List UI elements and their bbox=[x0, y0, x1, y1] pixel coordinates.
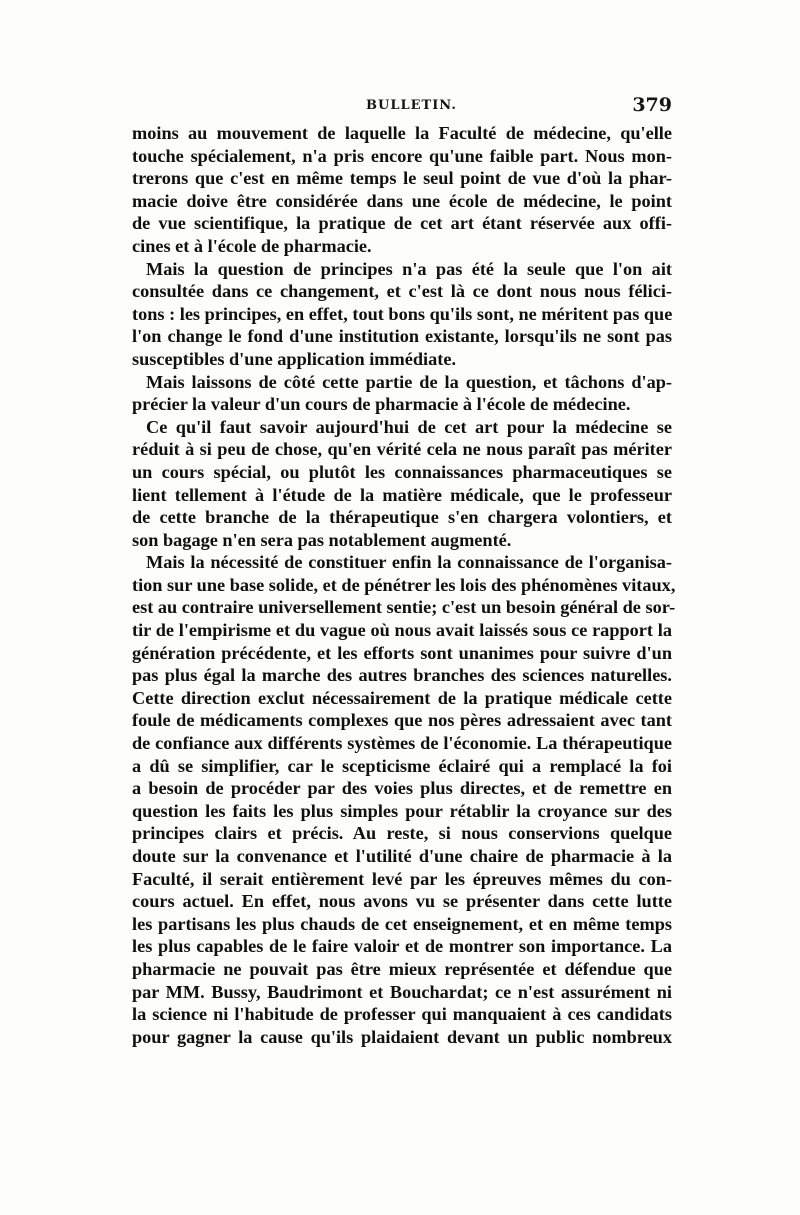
text-line: lient tellement à l'étude de la matière médicale, que le professeur bbox=[132, 484, 672, 505]
text-line: les partisans les plus chauds de cet enseignement, et en même temps bbox=[132, 913, 672, 934]
text-line: moins au mouvement de laquelle la Faculté de médecine, qu'elle bbox=[132, 123, 672, 143]
page-header bbox=[132, 94, 672, 118]
text-line: de confiance aux différents systèmes de l'économie. La thérapeutique bbox=[132, 733, 672, 754]
text-line: pour gagner la cause qu'ils plaidaient devant un public nombreux bbox=[132, 1026, 672, 1047]
text-line: tir de l'empirisme et du vague où nous avait laissés sous ce rapport la bbox=[132, 620, 672, 641]
text-line: touche spécialement, n'a pris encore qu'une faible part. Nous mon- bbox=[132, 145, 672, 166]
running-head: BULLETIN. bbox=[366, 98, 457, 113]
text-line: macie doive être considérée dans une école de médecine, le point bbox=[132, 190, 672, 211]
text-line: la science ni l'habitude de professer qui manquaient à ces candidats bbox=[132, 1004, 672, 1025]
text-line: tion sur une base solide, et de pénétrer les lois des phénomènes vitaux, bbox=[132, 574, 676, 595]
text-line: un cours spécial, ou plutôt les connaissances pharmaceutiques se bbox=[132, 461, 672, 482]
text-line: de cette branche de la thérapeutique s'en chargera volontiers, et bbox=[132, 507, 672, 528]
text-line: par MM. Bussy, Baudrimont et Bouchardat; ce n'est assurément ni bbox=[132, 981, 672, 1002]
text-line: doute sur la convenance et l'utilité d'une chaire de pharmacie à la bbox=[132, 846, 672, 866]
text-line: cines et à l'école de pharmacie. bbox=[132, 235, 372, 256]
text-line: Faculté, il serait entièrement levé par les épreuves mêmes du con- bbox=[132, 868, 672, 889]
text-line: de vue scientifique, la pratique de cet art étant réservée aux offi- bbox=[132, 213, 672, 234]
body-text bbox=[132, 122, 676, 1048]
text-line: tons : les principes, en effet, tout bons qu'ils sont, ne méritent pas que bbox=[132, 303, 673, 324]
text-line: cours actuel. En effet, nous avons vu se présenter dans cette lutte bbox=[132, 891, 672, 912]
text-line: Cette direction exclut nécessairement de la pratique médicale cette bbox=[132, 687, 672, 708]
text-line: génération précédente, et les efforts sont unanimes pour suivre d'un bbox=[132, 642, 672, 663]
text-line: l'on change le fond d'une institution existante, lorsqu'ils ne sont pas bbox=[132, 326, 672, 347]
text-line: Mais la nécessité de constituer enfin la connaissance de l'organisa- bbox=[146, 552, 672, 573]
text-line: précier la valeur d'un cours de pharmacie à l'école de médecine. bbox=[132, 394, 631, 415]
text-line: son bagage n'en sera pas notablement augmenté. bbox=[132, 529, 512, 550]
text-line: consultée dans ce changement, et c'est là ce dont nous nous félici- bbox=[132, 281, 672, 302]
text-line: pharmacie ne pouvait pas être mieux représentée et défendue que bbox=[132, 958, 672, 979]
text-line: susceptibles d'une application immédiate. bbox=[132, 348, 457, 369]
text-line: Mais la question de principes n'a pas été la seule que l'on ait bbox=[146, 258, 672, 279]
text-line: les plus capables de le faire valoir et de montrer son importance. La bbox=[132, 936, 672, 957]
text-line: pas plus égal la marche des autres branches des sciences naturelles. bbox=[132, 665, 672, 686]
text-line: Ce qu'il faut savoir aujourd'hui de cet art pour la médecine se bbox=[146, 416, 672, 437]
text-line: réduit à si peu de chose, qu'en vérité cela ne nous paraît pas mériter bbox=[132, 439, 672, 460]
text-line: Mais laissons de côté cette partie de la question, et tâchons d'ap- bbox=[146, 371, 672, 392]
page-number: 379 bbox=[632, 94, 672, 116]
text-line: a dû se simplifier, car le scepticisme éclairé qui a remplacé la foi bbox=[132, 755, 672, 776]
text-line: question les faits les plus simples pour rétablir la croyance sur des bbox=[132, 800, 672, 821]
text-line: principes clairs et précis. Au reste, si nous conservions quelque bbox=[132, 823, 672, 844]
text-line: a besoin de procéder par des voies plus directes, et de remettre en bbox=[132, 778, 672, 799]
text-line: est au contraire universellement sentie; c'est un besoin général de sor- bbox=[132, 597, 676, 618]
text-line: trerons que c'est en même temps le seul point de vue d'où la phar- bbox=[132, 168, 672, 189]
text-line: foule de médicaments complexes que nos pères adressaient avec tant bbox=[132, 710, 672, 731]
